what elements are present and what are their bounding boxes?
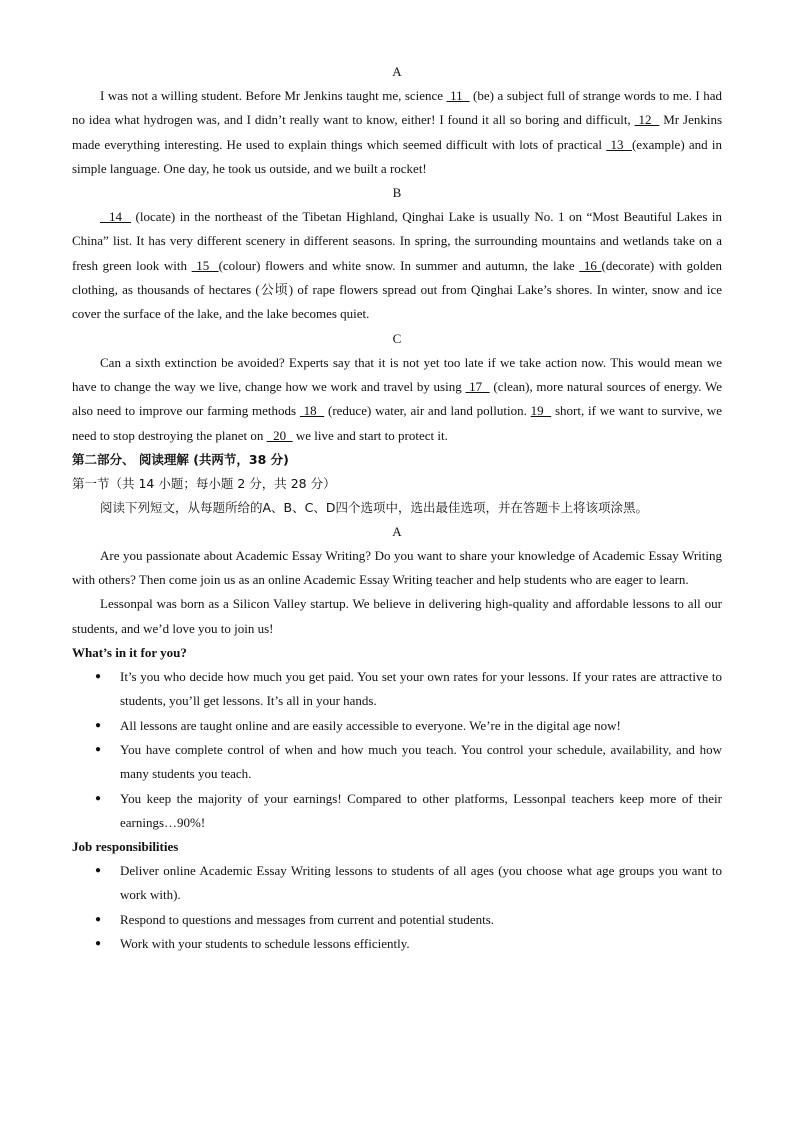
responsibilities-heading: Job responsibilities — [72, 839, 179, 855]
blank-17: 17 — [465, 378, 490, 394]
list-item: ● You have complete control of when and how much you teach. You control your schedule, availability, and how many students you teach. — [72, 738, 722, 787]
bullet-icon: ● — [95, 719, 102, 731]
list-item: ● Respond to questions and messages from current and potential students. — [72, 908, 722, 932]
responsibilities-list — [72, 859, 722, 956]
bullet-icon: ● — [95, 792, 102, 804]
blank-19: 19 — [530, 403, 552, 419]
bullet-icon: ● — [95, 913, 102, 925]
section-instruction: 阅读下列短文，从每题所给的A、B、C、D四个选项中，选出最佳选项，并在答题卡上将该项涂黑。 — [100, 499, 648, 515]
blank-12: 12 — [634, 112, 660, 128]
bullet-icon: ● — [95, 865, 102, 877]
benefits-list — [72, 665, 722, 835]
ad-paragraph-2: Lessonpal was born as a Silicon Valley startup. We believe in delivering high-quality and affordable lessons to all our students, and we’d love you to join us! — [72, 596, 722, 636]
section-title: 第二部分、 阅读理解 (共两节，38 分) — [72, 451, 289, 467]
reading-a-label: A — [392, 523, 402, 539]
list-item: ● All lessons are taught online and are easily accessible to everyone. We’re in the digital age now! — [72, 714, 722, 738]
bullet-icon: ● — [95, 671, 102, 683]
blank-11: 11 — [446, 88, 470, 103]
ad-paragraph-1: Are you passionate about Academic Essay Writing? Do you want to share your knowledge of Academic Essay Writing with others? Then come join us as an online Academic Essay Writing teacher and help students who are eager to learn. — [72, 547, 722, 588]
passage-a-text: I was not a willing student. Before Mr Jenkins taught me, science 11 (be) a subject full of strange words to me. I had no idea what hydrogen was, and I didn’t really want to know, either! I found it all so boring and difficult, 12 Mr Jenkins made everything interesting. He used to explain things which seemed difficult with lots of practical 13 (example) and in simple language. One day, he took us outside, and we built a rocket! — [72, 88, 723, 176]
bullet-icon: ● — [95, 743, 102, 755]
section-subtitle: 第一节（共 14 小题；每小题 2 分，共 28 分） — [72, 475, 336, 491]
list-item: ● Work with your students to schedule lessons efficiently. — [72, 932, 722, 956]
list-item: ● Deliver online Academic Essay Writing lessons to students of all ages (you choose what age groups you want to work with). — [72, 859, 722, 908]
list-item: ● It’s you who decide how much you get paid. You set your own rates for your lessons. If your rates are attractive to students, you’ll get lessons. It’s all in your hands. — [72, 665, 722, 714]
blank-15: 15 — [191, 257, 219, 273]
list-item: ● You keep the majority of your earnings! Compared to other platforms, Lessonpal teachers keep more of their earnings…90%! — [72, 787, 722, 836]
benefits-heading: What’s in it for you? — [72, 645, 187, 661]
passage-c-text: Can a sixth extinction be avoided? Experts say that it is not yet too late if we take action now. This would mean we have to change the way we live, change how we work and travel by using 17 (clean), more natural sources of energy. We also need to improve our farming methods 18 (reduce) water, air and land pollution. 19 short, if we want to survive, we need to stop destroying the planet on 20 we live and start to protect it. — [72, 354, 723, 443]
blank-18: 18 — [299, 403, 325, 419]
blank-13: 13 — [606, 136, 632, 152]
passage-a-label: A — [392, 64, 402, 79]
passage-c-label: C — [392, 330, 402, 346]
blank-16: 16 — [579, 257, 602, 273]
bullet-icon: ● — [95, 938, 102, 950]
blank-14: 14 — [100, 209, 132, 225]
blank-20: 20 — [266, 427, 293, 443]
passage-b-text: 14 (locate) in the northeast of the Tibetan Highland, Qinghai Lake is usually No. 1 on “Most Beautiful Lakes in China” list. It has very different scenery in different seasons. In spring, the surrounding mountains and wetlands take on a fresh green look with 15 (colour) flowers and white snow. In summer and autumn, the lake 16 (decorate) with golden clothing, as thousands of hectares (公顷) of rape flowers spread out from Qinghai Lake’s shores. In winter, snow and ice cover the surface of the lake, and the lake becomes quiet. — [72, 209, 722, 322]
passage-b-label: B — [392, 185, 402, 201]
